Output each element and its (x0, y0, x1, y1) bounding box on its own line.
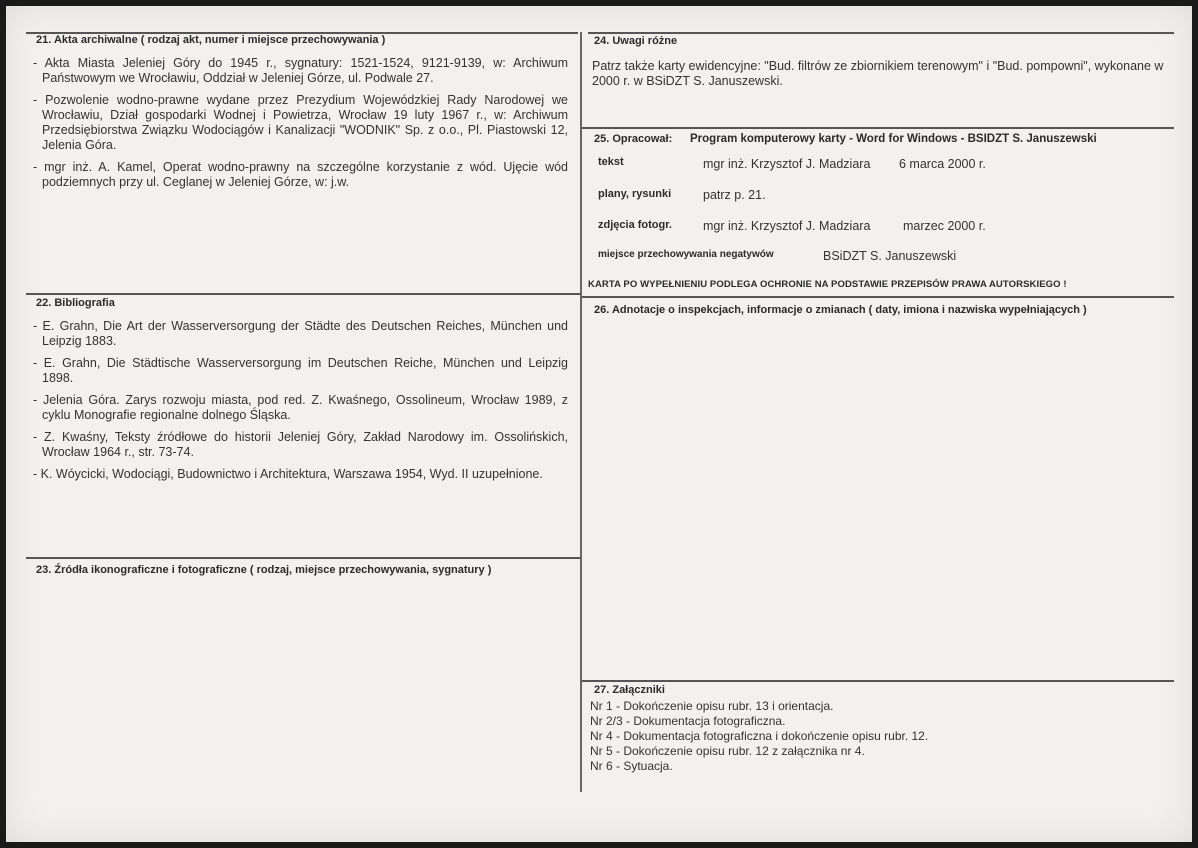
list-item: - K. Wóycicki, Wodociągi, Budownictwo i Architektura, Warszawa 1954, Wyd. II uzupełnione. (28, 467, 568, 482)
author-text-date: 6 marca 2000 r. (899, 157, 986, 171)
plans-value: patrz p. 21. (703, 188, 766, 202)
section-23-title: 23. Źródła ikonograficzne i fotograficzne ( rodzaj, miejsce przechowywania, sygnatury ) (36, 564, 492, 576)
record-card (6, 6, 1192, 842)
attachment-item: Nr 6 - Sytuacja. (590, 759, 673, 773)
list-item: - mgr inż. A. Kamel, Operat wodno-prawny na szczególne korzystanie z wód. Ujęcie wód podziemnych przy ul. Ceglanej w Jeleniej Górze, w: j.w. (28, 160, 568, 190)
section-22-list (28, 319, 568, 489)
top-rule-right (588, 32, 1174, 34)
negatives-label: miejsce przechowywania negatywów (598, 249, 774, 260)
section-26-title: 26. Adnotacje o inspekcjach, informacje o zmianach ( daty, imiona i nazwiska wypełniających ) (594, 304, 1087, 316)
photos-label: zdjęcia fotogr. (598, 219, 672, 231)
list-item: - Z. Kwaśny, Teksty źródłowe do historii Jeleniej Góry, Zakład Narodowy im. Ossolińskich, Wrocław 1964 r., str. 73-74. (28, 430, 568, 460)
attachment-item: Nr 4 - Dokumentacja fotograficzna i dokończenie opisu rubr. 12. (590, 729, 929, 743)
author-text-value: mgr inż. Krzysztof J. Madziara (703, 157, 871, 171)
photos-value: mgr inż. Krzysztof J. Madziara (703, 219, 871, 233)
list-item: - E. Grahn, Die Städtische Wasserversorgung im Deutschen Reiche, München und Leipzig 1898. (28, 356, 568, 386)
section-25-label: 25. Opracował: (594, 133, 673, 145)
list-item: - Jelenia Góra. Zarys rozwoju miasta, pod red. Z. Kwaśnego, Ossolineum, Wrocław 1989, z cyklu Monografie regionalne dolnego Śląska. (28, 393, 568, 423)
rule-21-22 (26, 293, 580, 295)
section-21-title: 21. Akta archiwalne ( rodzaj akt, numer i miejsce przechowywania ) (36, 34, 386, 46)
author-text-label: tekst (598, 156, 624, 168)
attachment-item: Nr 2/3 - Dokumentacja fotograficzna. (590, 714, 786, 728)
list-item: - Akta Miasta Jeleniej Góry do 1945 r., sygnatury: 1521-1524, 9121-9139, w: Archiwum Państwowym we Wrocławiu, Oddział w Jeleniej Górze, ul. Podwale 27. (28, 56, 568, 86)
attachment-item: Nr 5 - Dokończenie opisu rubr. 12 z załącznika nr 4. (590, 744, 865, 758)
section-21-list (28, 56, 568, 197)
section-24-text: Patrz także karty ewidencyjne: "Bud. filtrów ze zbiornikiem terenowym" i "Bud. pompowni", wykonane w 2000 r. w BSiDZT S. Januszewski. (592, 59, 1164, 88)
list-item: - E. Grahn, Die Art der Wasserversorgung der Städte des Deutschen Reiches, München und Leipzig 1883. (28, 319, 568, 349)
section-25-program: Program komputerowy karty - Word for Windows - BSIDZT S. Januszewski (690, 133, 1097, 145)
rule-24-25 (582, 127, 1174, 129)
section-27-title: 27. Załączniki (594, 684, 665, 696)
photos-date: marzec 2000 r. (903, 219, 986, 233)
rule-22-23 (26, 557, 580, 559)
negatives-value: BSiDZT S. Januszewski (823, 249, 957, 263)
rule-26-27 (582, 680, 1174, 682)
rule-25-26 (582, 296, 1174, 298)
center-divider (580, 32, 582, 792)
section-22-title: 22. Bibliografia (36, 297, 115, 309)
plans-label: plany, rysunki (598, 188, 672, 200)
copyright-warning: KARTA PO WYPEŁNIENIU PODLEGA OCHRONIE NA PODSTAWIE PRZEPISÓW PRAWA AUTORSKIEGO ! (588, 279, 1067, 290)
section-24-title: 24. Uwagi różne (594, 35, 678, 47)
attachment-item: Nr 1 - Dokończenie opisu rubr. 13 i orientacja. (590, 699, 834, 713)
list-item: - Pozwolenie wodno-prawne wydane przez Prezydium Wojewódzkiej Rady Narodowej we Wrocławiu, Dział gospodarki Wodnej i Powietrza, Wrocław 19 luty 1967 r., w: Archiwum Przedsiębiorstwa Związku Wodociągów i Kanalizacji "WODNIK" Sp. z o.o., Pl. Piastowski 12, Jelenia Góra. (28, 93, 568, 153)
